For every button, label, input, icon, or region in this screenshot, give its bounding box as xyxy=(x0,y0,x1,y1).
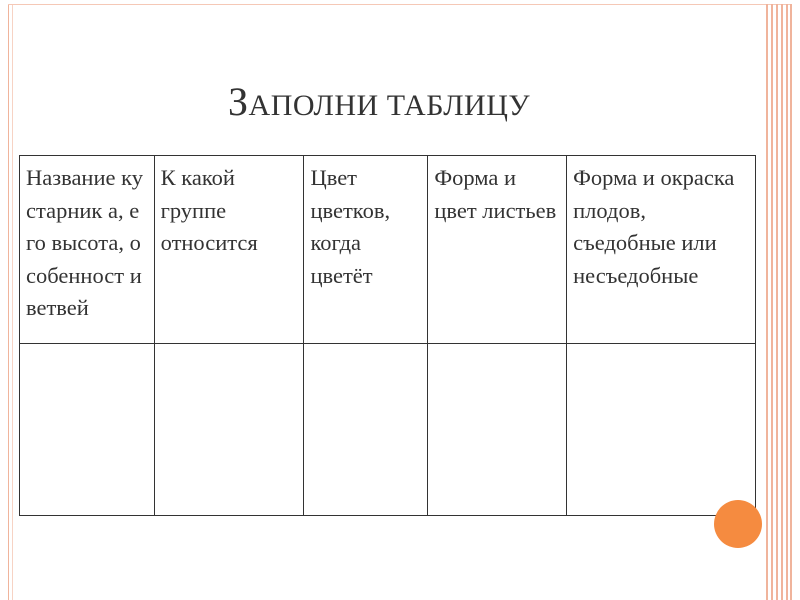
slide-frame-top-line xyxy=(8,4,791,5)
slide-frame-left-line-inner xyxy=(12,4,13,600)
table-row xyxy=(20,344,756,516)
slide-title-rest: АПОЛНИ ТАБЛИЦУ xyxy=(248,89,531,122)
table-cell[interactable] xyxy=(304,344,428,516)
table-cell[interactable] xyxy=(428,344,567,516)
slide-frame-right-lines xyxy=(766,4,792,600)
slide-frame-left-line xyxy=(8,4,9,600)
header-shrub-name: Название кустарник а, его высота, особенност и ветвей xyxy=(20,156,155,344)
table-cell[interactable] xyxy=(154,344,304,516)
orange-circle-decoration xyxy=(714,500,762,548)
fill-in-table xyxy=(19,155,756,516)
header-flower-color: Цвет цветков, когда цветёт xyxy=(304,156,428,344)
header-fruit-shape: Форма и окраска плодов, съедобные или несъедобные xyxy=(567,156,756,344)
header-group: К какой группе относится xyxy=(154,156,304,344)
table-header-row xyxy=(20,156,756,344)
slide-title xyxy=(228,80,530,128)
table-cell[interactable] xyxy=(567,344,756,516)
table-cell[interactable] xyxy=(20,344,155,516)
header-leaf-shape: Форма и цвет листьев xyxy=(428,156,567,344)
slide-title-initial: З xyxy=(228,79,249,124)
